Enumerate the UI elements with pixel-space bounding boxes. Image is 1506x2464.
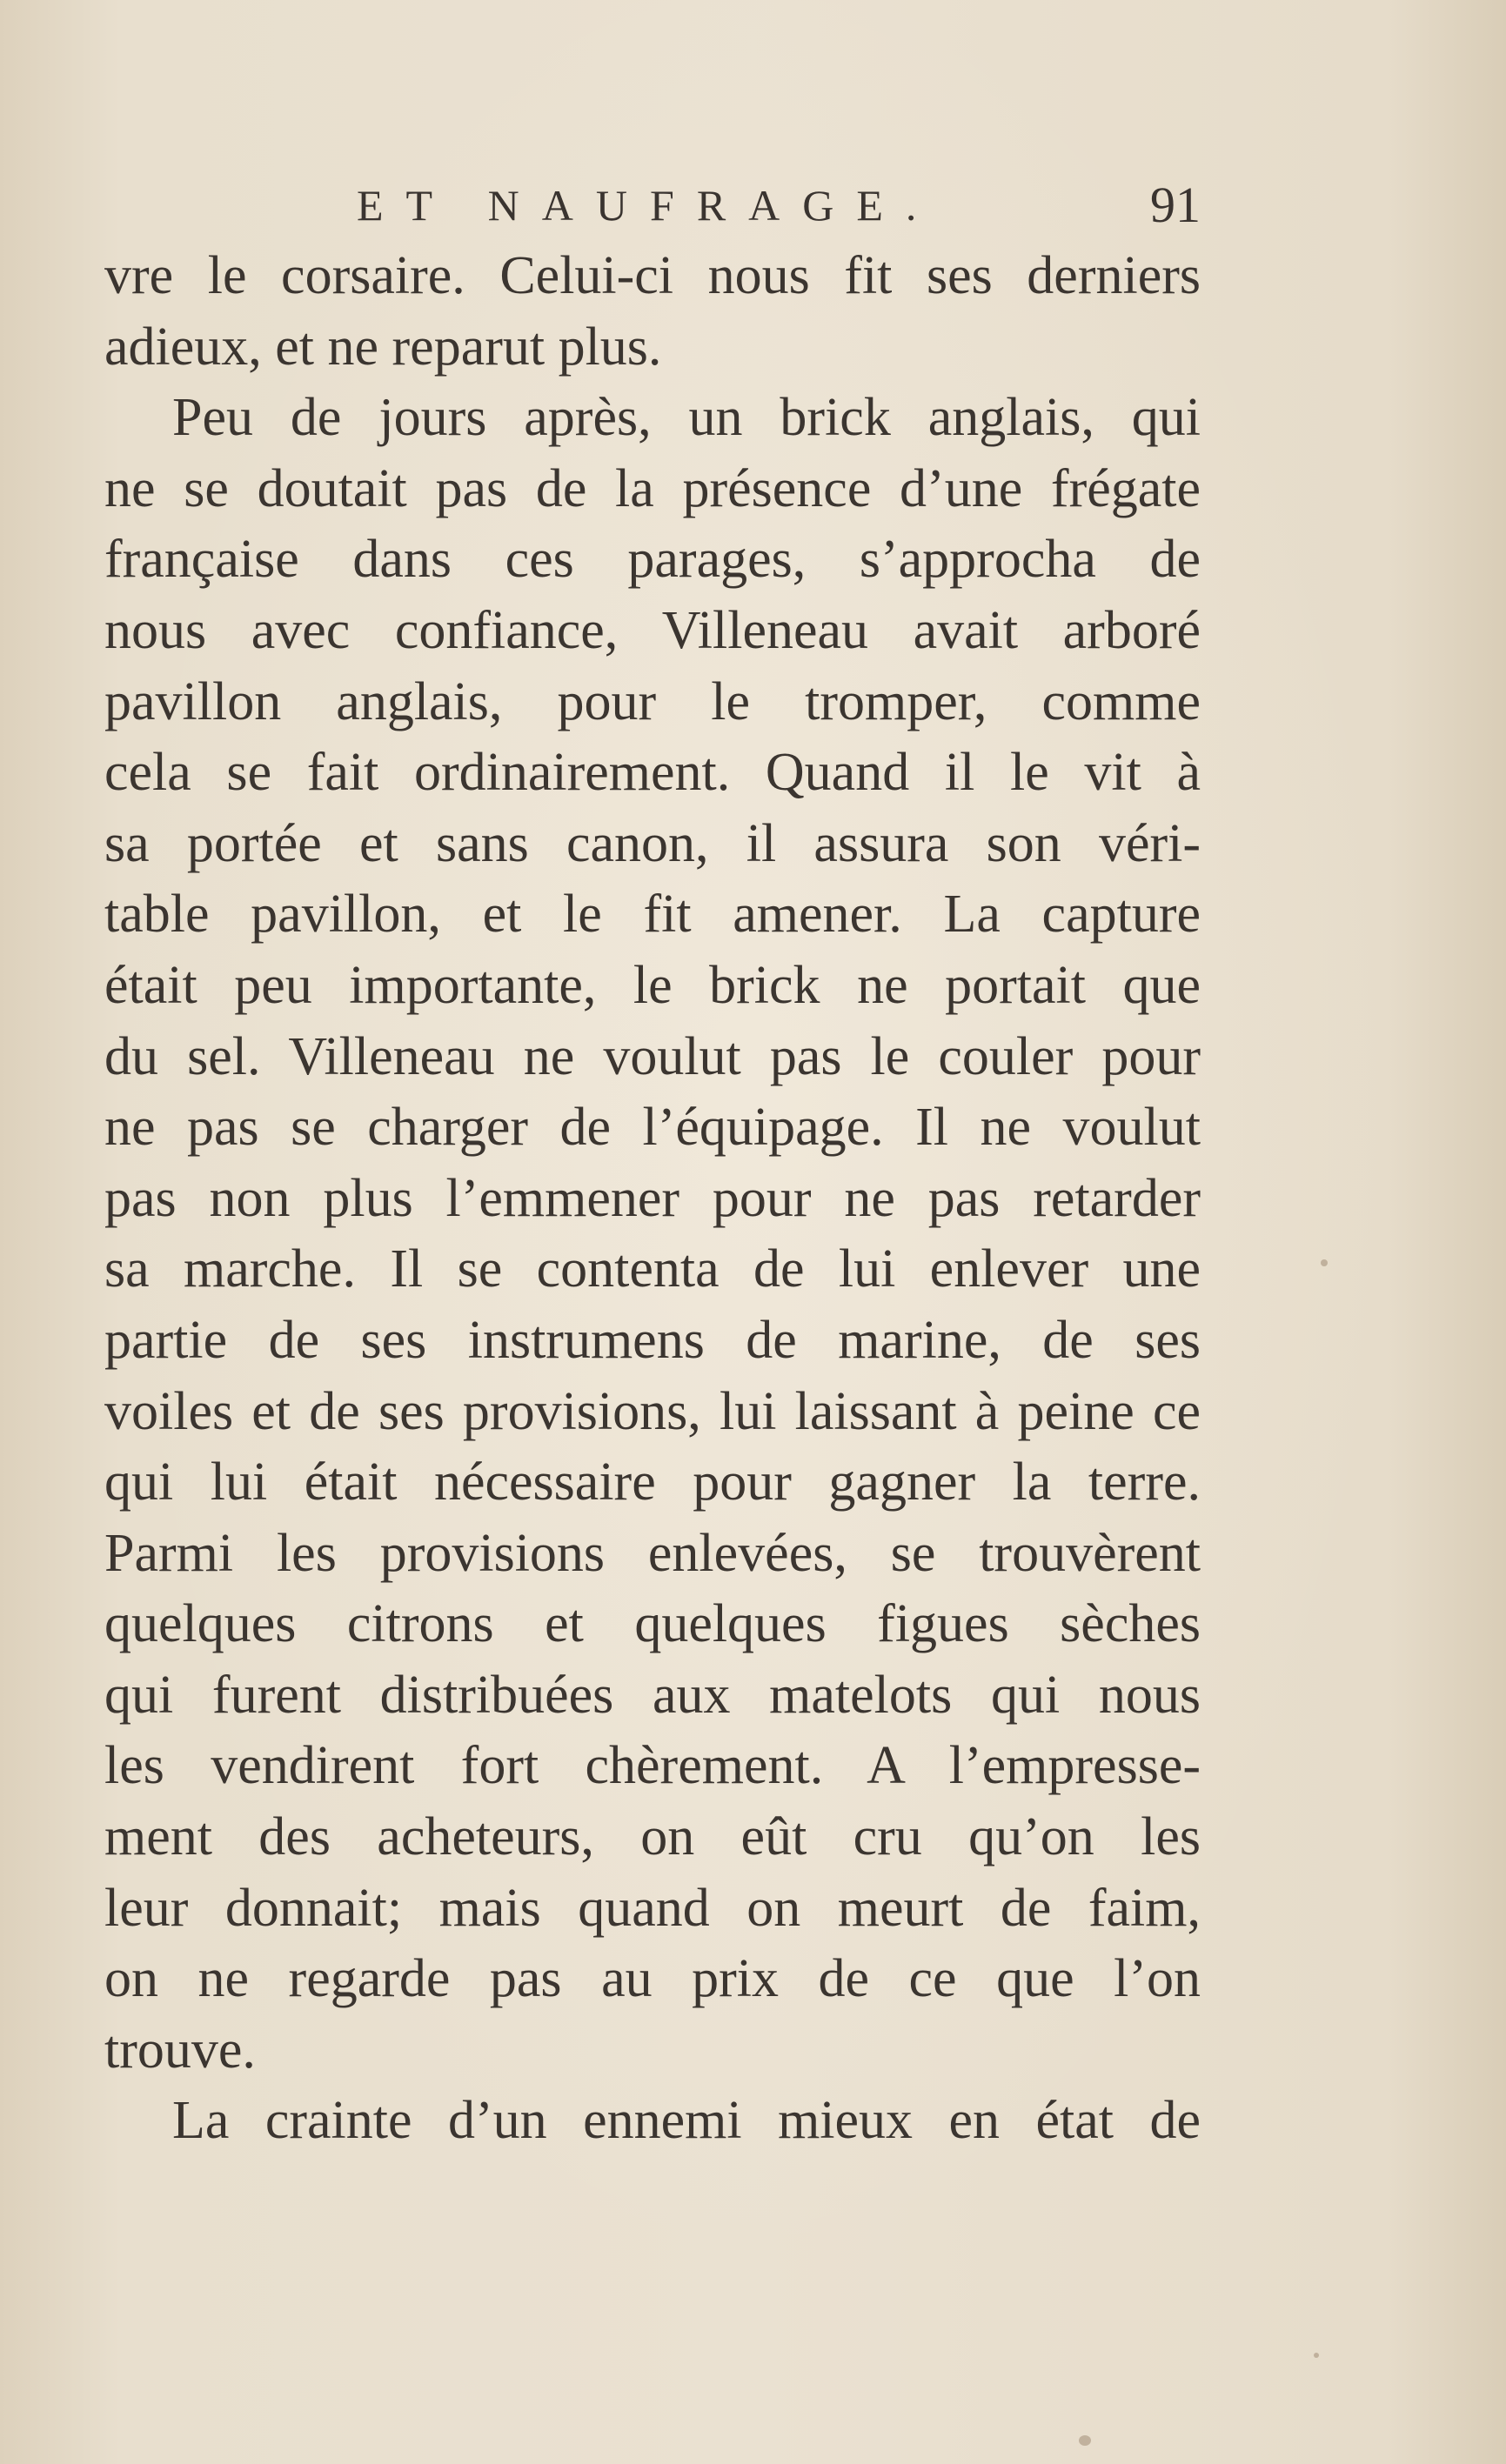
foxing-spot	[1321, 1259, 1328, 1266]
text-line: leur donnait; mais quand on meurt de faim,	[104, 1878, 1201, 1938]
text-line: ne se doutait pas de la présence d’une frégate	[104, 458, 1201, 518]
text-line: était peu importante, le brick ne portait que	[104, 955, 1201, 1015]
text-line: vre le corsaire. Celui-ci nous fit ses derniers	[104, 246, 1201, 305]
text-line: sa portée et sans canon, il assura son véri-	[104, 813, 1201, 873]
text-line: les vendirent fort chèrement. A l’empresse-	[104, 1736, 1201, 1796]
text-line: qui lui était nécessaire pour gagner la terre.	[104, 1452, 1201, 1512]
text-line: partie de ses instrumens de marine, de ses	[104, 1310, 1201, 1370]
text-line: quelques citrons et quelques figues sèches	[104, 1594, 1201, 1654]
text-line: on ne regarde pas au prix de ce que l’on	[104, 1949, 1201, 2009]
text-line: française dans ces parages, s’approcha de	[104, 530, 1201, 590]
text-line: ne pas se charger de l’équipage. Il ne voulut	[104, 1098, 1201, 1158]
text-line: table pavillon, et le fit amener. La capture	[104, 885, 1201, 945]
text-line: trouve.	[104, 2020, 256, 2080]
foxing-spot	[1079, 2435, 1091, 2446]
foxing-spot	[1314, 2353, 1319, 2358]
page-header	[104, 170, 1201, 240]
text-line: ment des acheteurs, on eût cru qu’on les	[104, 1807, 1201, 1867]
text-line: nous avec confiance, Villeneau avait arboré	[104, 600, 1201, 660]
text-line: sa marche. Il se contenta de lui enlever une	[104, 1239, 1201, 1299]
text-line: qui furent distribuées aux matelots qui nous	[104, 1665, 1201, 1725]
text-line: cela se fait ordinairement. Quand il le vit à	[104, 743, 1201, 803]
running-head: ET NAUFRAGE.	[357, 181, 940, 230]
text-line: pas non plus l’emmener pour ne pas retarder	[104, 1168, 1201, 1228]
body-text	[104, 241, 1201, 2157]
text-line: pavillon anglais, pour le tromper, comme	[104, 671, 1201, 731]
text-line: Peu de jours après, un brick anglais, qui	[172, 388, 1201, 448]
text-line: Parmi les provisions enlevées, se trouvèrent	[104, 1523, 1201, 1583]
text-line: voiles et de ses provisions, lui laissant à peine ce	[104, 1381, 1201, 1441]
text-line: La crainte d’un ennemi mieux en état de	[172, 2091, 1201, 2151]
page-number: 91	[1150, 177, 1201, 233]
text-line: du sel. Villeneau ne voulut pas le couler pour	[104, 1026, 1201, 1086]
text-line: adieux, et ne reparut plus.	[104, 317, 662, 377]
